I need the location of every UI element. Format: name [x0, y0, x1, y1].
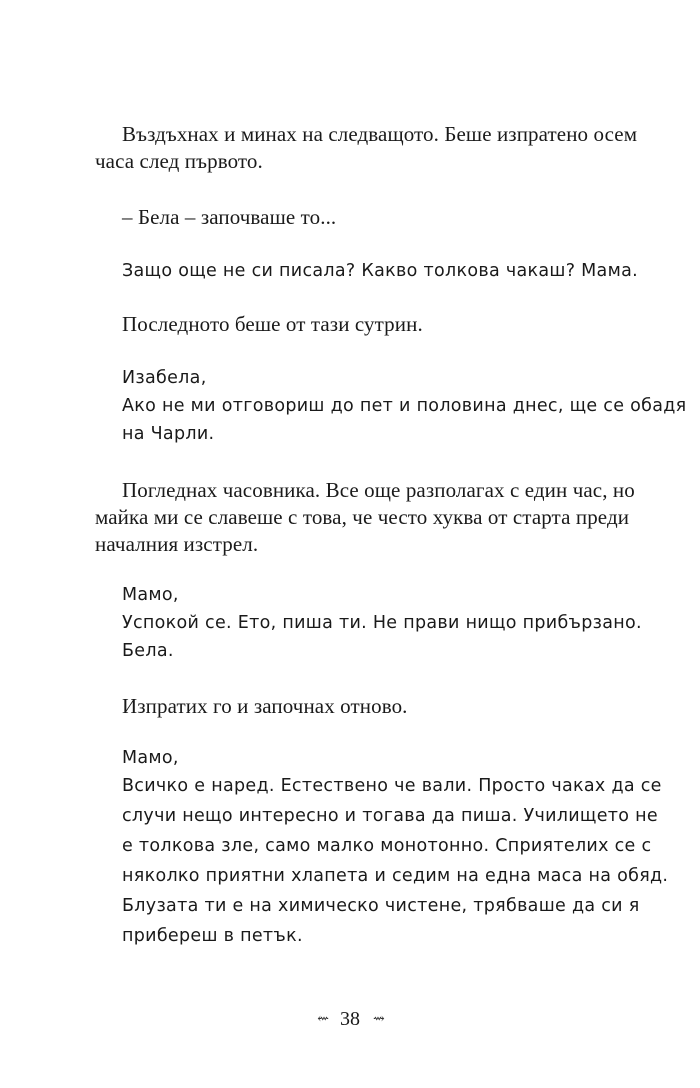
email-text-line: случи нещо интересно и тогава да пиша. Училището не — [122, 806, 658, 826]
text-line: часа след първото. — [95, 149, 263, 173]
text-line: – Бела – започваше то... — [122, 205, 337, 229]
email-text-line: Мамо, — [122, 585, 179, 605]
page-number: 38 — [340, 1008, 360, 1030]
email-text-line: Изабела, — [122, 368, 207, 388]
page-footer — [0, 1008, 700, 1031]
email-text-line: Всичко е наред. Естествено че вали. Просто чаках да се — [122, 776, 662, 796]
text-line: Последното беше от тази сутрин. — [122, 312, 423, 336]
email-text-line: на Чарли. — [122, 424, 215, 444]
email-text-line: Блузата ти е на химическо чистене, трябваше да си я — [122, 896, 640, 916]
email-text-line: Успокой се. Ето, пиша ти. Не прави нищо прибързано. — [122, 613, 642, 633]
email-text-line: няколко приятни хлапета и седим на една маса на обяд. — [122, 866, 669, 886]
left-ornament-icon: ⇜ — [317, 1012, 327, 1027]
email-text-line: прибереш в петък. — [122, 926, 303, 946]
email-text-line: Ако не ми отговориш до пет и половина днес, ще се обадя — [122, 396, 687, 416]
email-text-line: Защо още не си писала? Какво толкова чакаш? Мама. — [122, 261, 638, 281]
text-line: майка ми се славеше с това, че често хуква от старта преди — [95, 505, 630, 529]
email-text-line: е толкова зле, само малко монотонно. Сприятелих се с — [122, 836, 652, 856]
email-text-line: Бела. — [122, 641, 174, 661]
text-line: Изпратих го и започнах отново. — [122, 694, 408, 718]
text-line: Погледнах часовника. Все още разполагах с един час, но — [122, 478, 635, 502]
text-line: Въздъхнах и минах на следващото. Беше изпратено осем — [122, 122, 638, 146]
right-ornament-icon: ⇝ — [373, 1012, 383, 1027]
text-line: началния изстрел. — [95, 532, 259, 556]
email-text-line: Мамо, — [122, 748, 179, 768]
